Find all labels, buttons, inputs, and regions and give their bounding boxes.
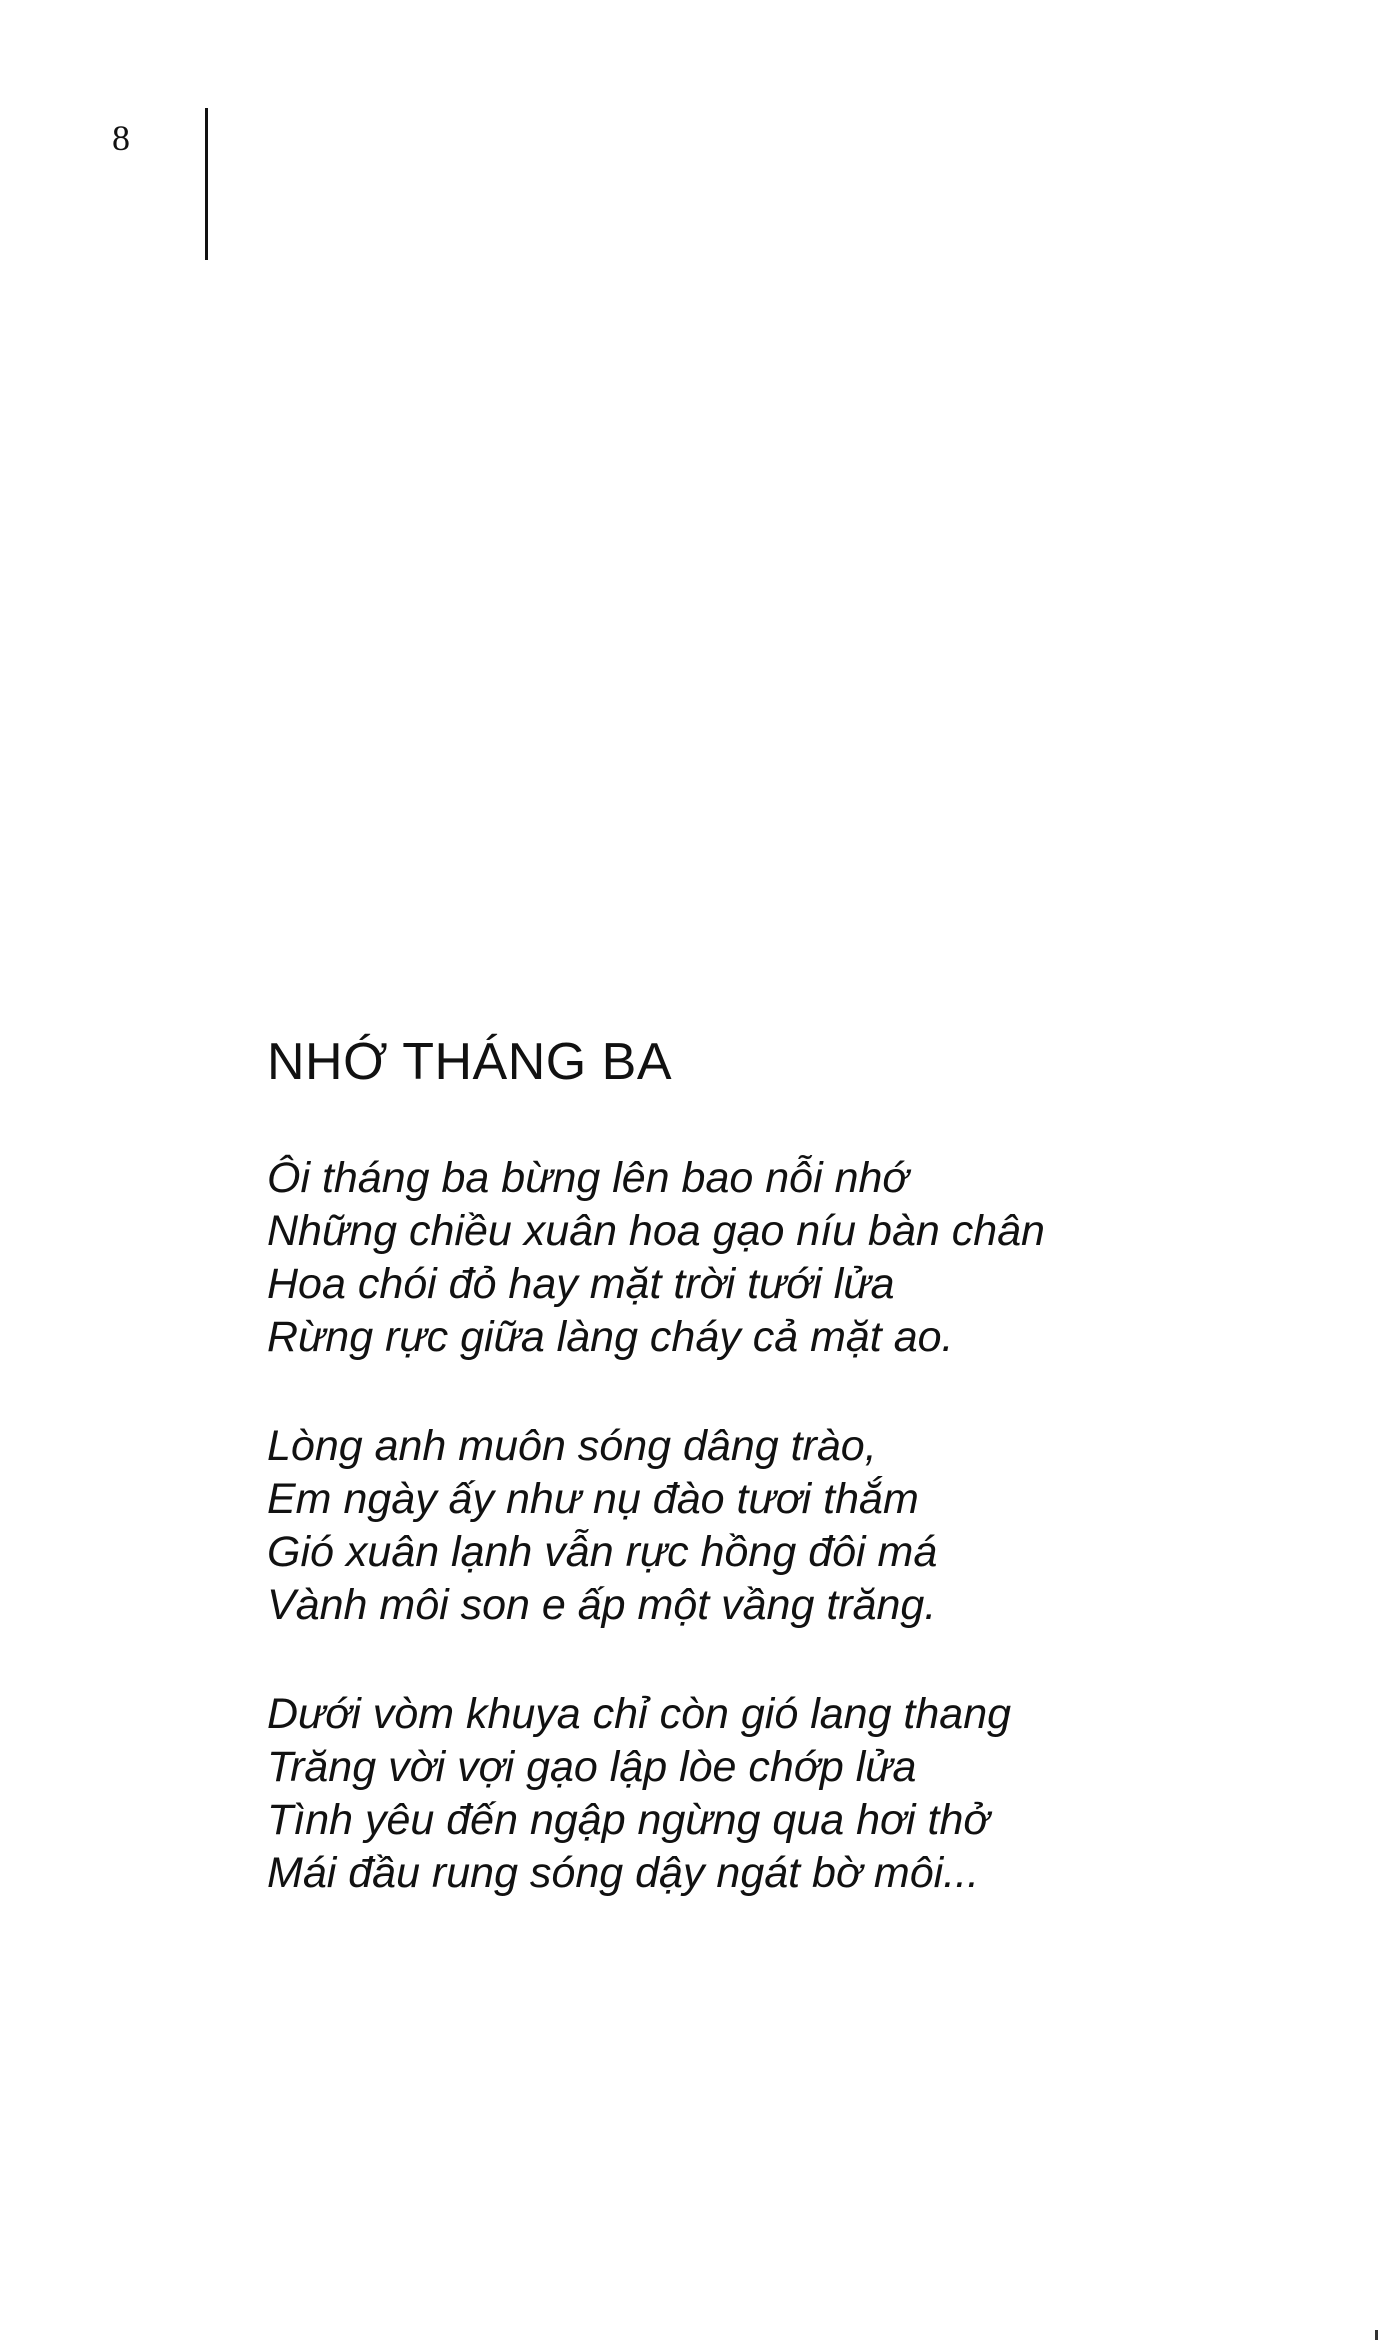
poem-line: Ôi tháng ba bừng lên bao nỗi nhớ (267, 1154, 909, 1202)
stanza-3 (267, 1688, 1267, 1900)
poem-line: Rừng rực giữa làng cháy cả mặt ao. (267, 1313, 954, 1361)
poem-line: Những chiều xuân hoa gạo níu bàn chân (267, 1207, 1045, 1255)
stanza-1 (267, 1152, 1267, 1364)
poem-line: Vành môi son e ấp một vầng trăng. (267, 1581, 937, 1629)
poem-line: Lòng anh muôn sóng dâng trào, (267, 1422, 877, 1470)
header-rule (205, 108, 208, 260)
poem-line: Hoa chói đỏ hay mặt trời tưới lửa (267, 1260, 895, 1308)
poem-title: NHỚ THÁNG BA (267, 1033, 673, 1091)
poem (267, 1030, 1267, 1900)
page-number: 8 (112, 118, 130, 158)
poem-line: Trăng vời vợi gạo lập lòe chớp lửa (267, 1743, 917, 1791)
poem-line: Gió xuân lạnh vẫn rực hồng đôi má (267, 1528, 938, 1576)
poem-line: Tình yêu đến ngập ngừng qua hơi thở (267, 1796, 990, 1844)
poem-line: Em ngày ấy như nụ đào tươi thắm (267, 1475, 919, 1523)
poem-line: Mái đầu rung sóng dậy ngát bờ môi... (267, 1849, 980, 1897)
corner-mark (1375, 2330, 1378, 2340)
stanza-2 (267, 1420, 1267, 1632)
poem-line: Dưới vòm khuya chỉ còn gió lang thang (267, 1690, 1012, 1738)
